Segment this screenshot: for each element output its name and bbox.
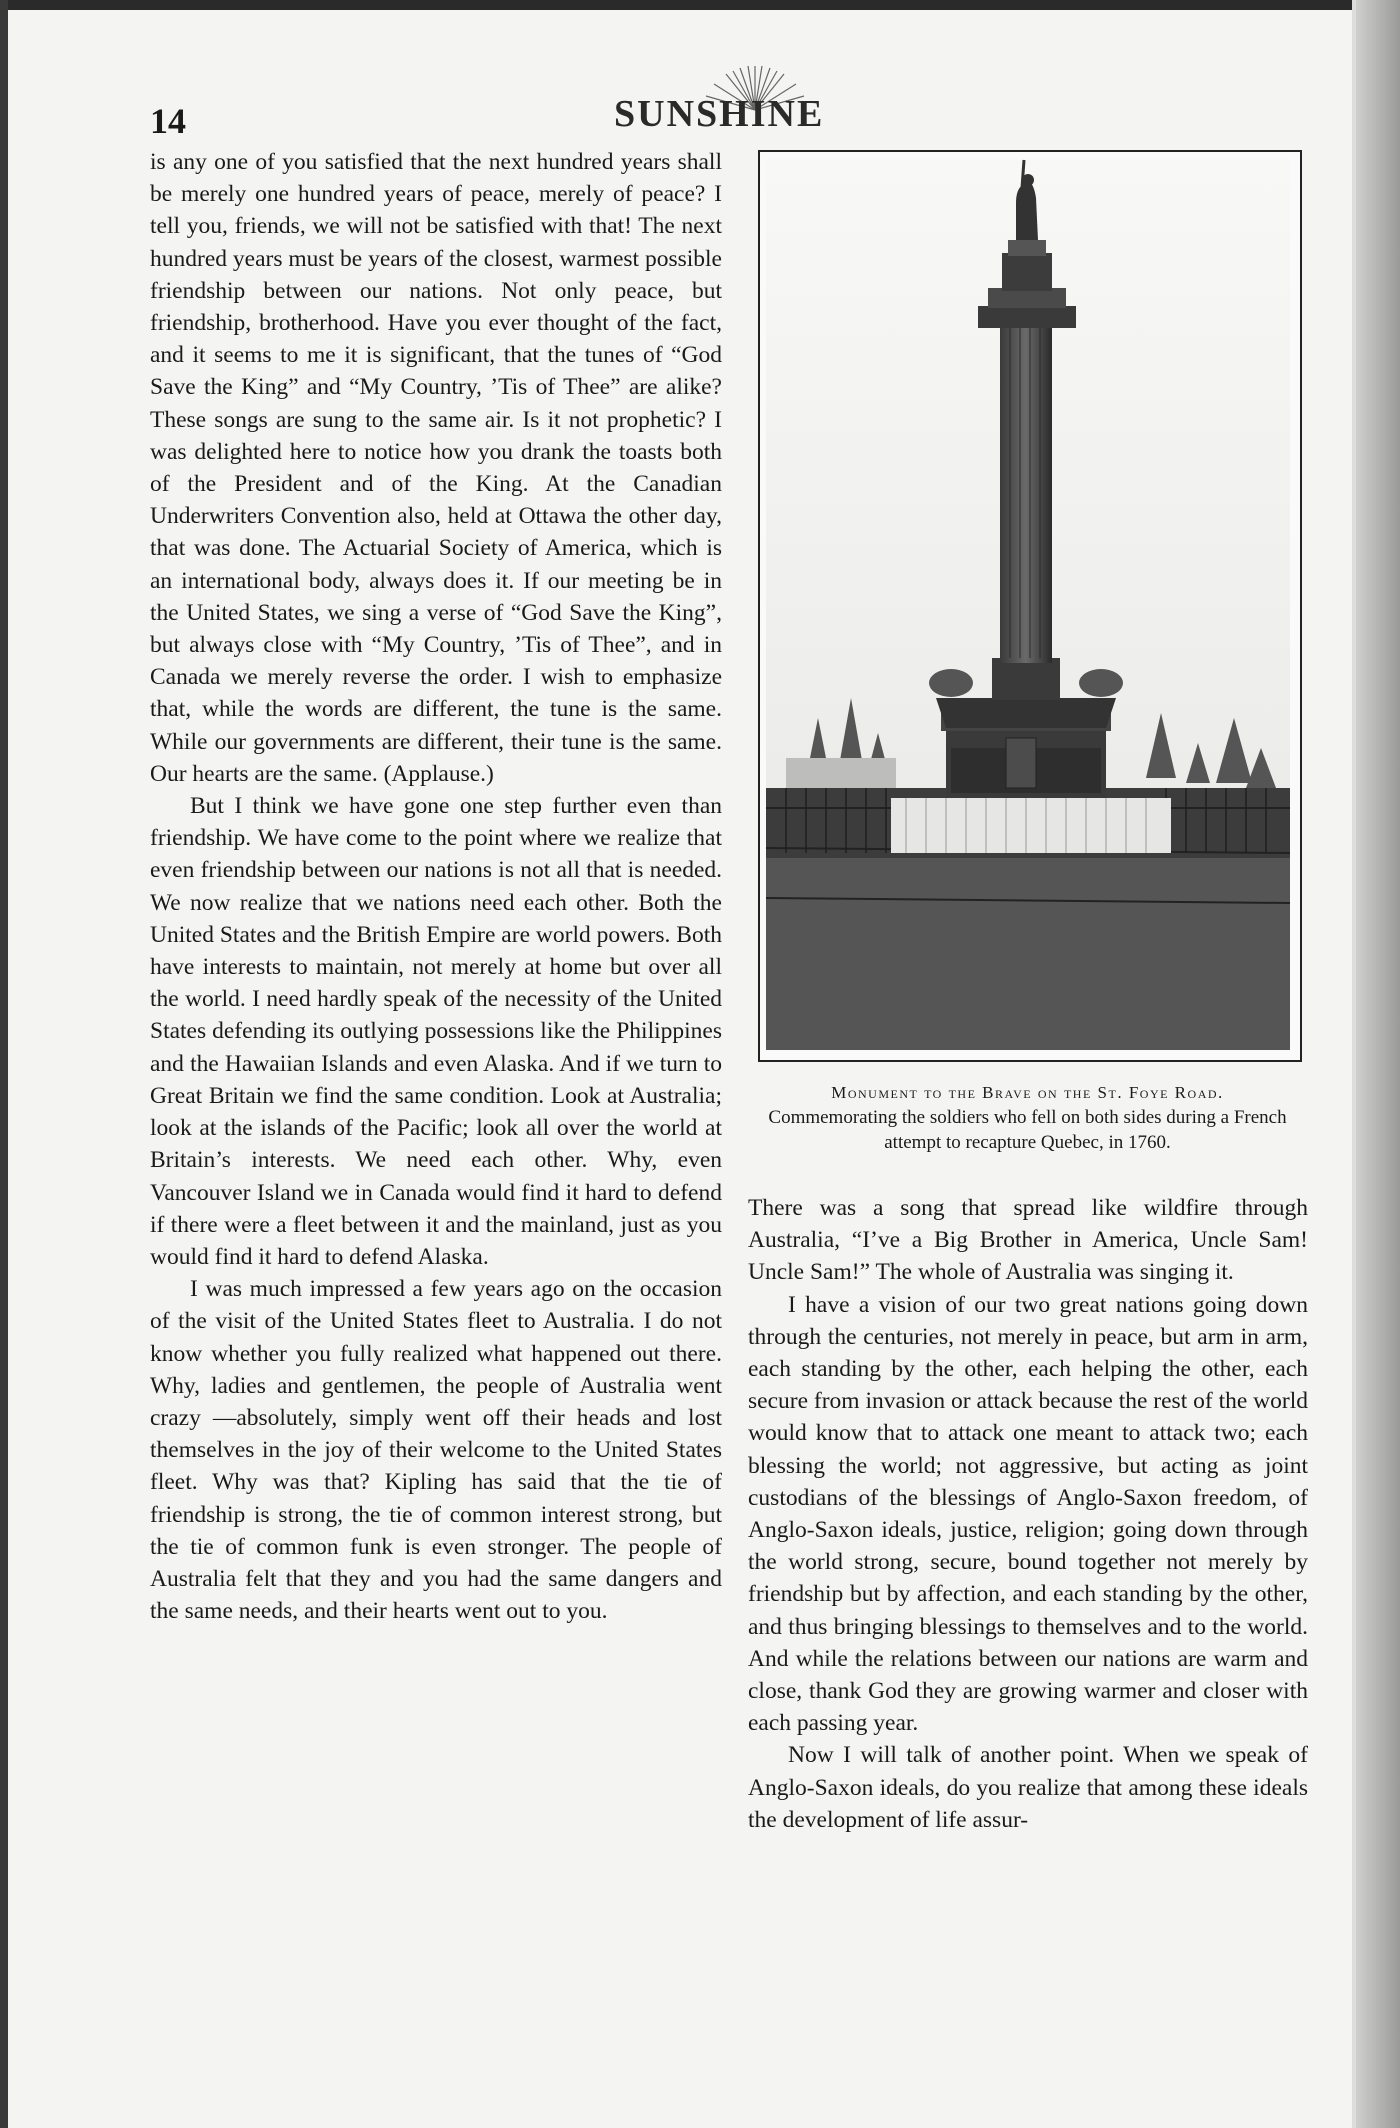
paragraph: is any one of you satisfied that the next hundred years shall be merely one hundred years of peace, merely of peace? I tell you, friends, we will not be satisfied with that! The next hundred years must be years of the closest, warmest possible friendship between our nations. Not only peace, but friendship, brotherhood. Have you ever thought of the fact, and it seems to me it is significant, that the tunes of “God Save the King” and “My Country, ’Tis of Thee” are alike? These songs are sung to the same air. Is it not prophetic? I was delighted here to notice how you drank the toasts both of the President and of the King. At the Canadian Underwriters Convention also, held at Ottawa the other day, that was done. The Actuarial Society of America, which is an international body, always does it. If our meeting be in the United States, we sing a verse of “God Save the King”, but always close with “My Country, ’Tis of Thee”, and in Canada we merely reverse the order. I wish to emphasize that, while the words are different, the tune is the same. While our governments are different, their tune is the same. Our hearts are the same. (Applause.) [150,149,722,787]
paragraph: Now I will talk of another point. When we speak of Anglo-Saxon ideals, do you realize that among these ideals the development of life assur- [748,1742,1308,1833]
paragraph: But I think we have gone one step further even than friendship. We have come to the point where we realize that even friendship between our nations is not all that is needed. We now realize that we nations need each other. Both the United States and the British Empire are world powers. Both have interests to maintain, not merely at home but over all the world. I need hardly speak of the necessity of the United States defending its outlying possessions like the Philippines and the Hawaiian Islands and even Alaska. And if we turn to Great Britain we find the same condition. Look at Australia; look at the islands of the Pacific; look all over the world at Britain’s interests. We need each other. Why, even Vancouver Island we in Canada would find it hard to defend if there were a fleet between it and the mainland, just as you would find it hard to defend Alaska. [150,793,722,1270]
page-edge-right [1356,0,1400,2128]
monument-photo [766,158,1290,1050]
page-number: 14 [150,101,186,141]
caption-title: Monument to the Brave on the St. Foye Road. [831,1083,1224,1102]
paragraph: I was much impressed a few years ago on the occasion of the visit of the United States fleet to Australia. I do not know whether you fully realized what happened out there. Why, ladies and gentlemen, the people of Australia went crazy —absolutely, simply went off their heads and lost themselves in the joy of their welcome to the United States fleet. Why was that? Kipling has said that the tie of friendship is strong, the tie of common interest strong, but the tie of common funk is even stronger. The people of Australia felt that they and you had the same dangers and the same needs, and their hearts went out to you. [150,1276,722,1625]
page-edge-top [0,0,1400,10]
masthead-title: SUNSHINE [614,93,825,135]
paragraph: There was a song that spread like wildfire through Australia, “I’ve a Big Brother in America, Uncle Sam! Uncle Sam!” The whole of Australia was singing it. [748,1195,1308,1286]
right-column [748,1192,1308,1836]
page-edge-left [0,0,8,2128]
paragraph: I have a vision of our two great nations going down through the centuries, not merely in peace, but arm in arm, each standing by the other, each helping the other, each secure from invasion or attack because the rest of the world would know that to attack one meant to attack two; each blessing the world; not aggressive, but acting as joint custodians of the blessings of Anglo-Saxon freedom, of Anglo-Saxon ideals, justice, religion; going down through the world strong, secure, bound together not merely by friendship but by affection, and each standing by the other, and thus bringing blessings to themselves and to the world. And while the relations between our nations are warm and close, thank God they are growing warmer and closer with each passing year. [748,1291,1308,1737]
figure-caption [745,1080,1310,1155]
caption-text: Commemorating the soldiers who fell on both sides during a French attempt to recapture Quebec, in 1760. [768,1107,1287,1153]
left-column [150,146,722,1627]
